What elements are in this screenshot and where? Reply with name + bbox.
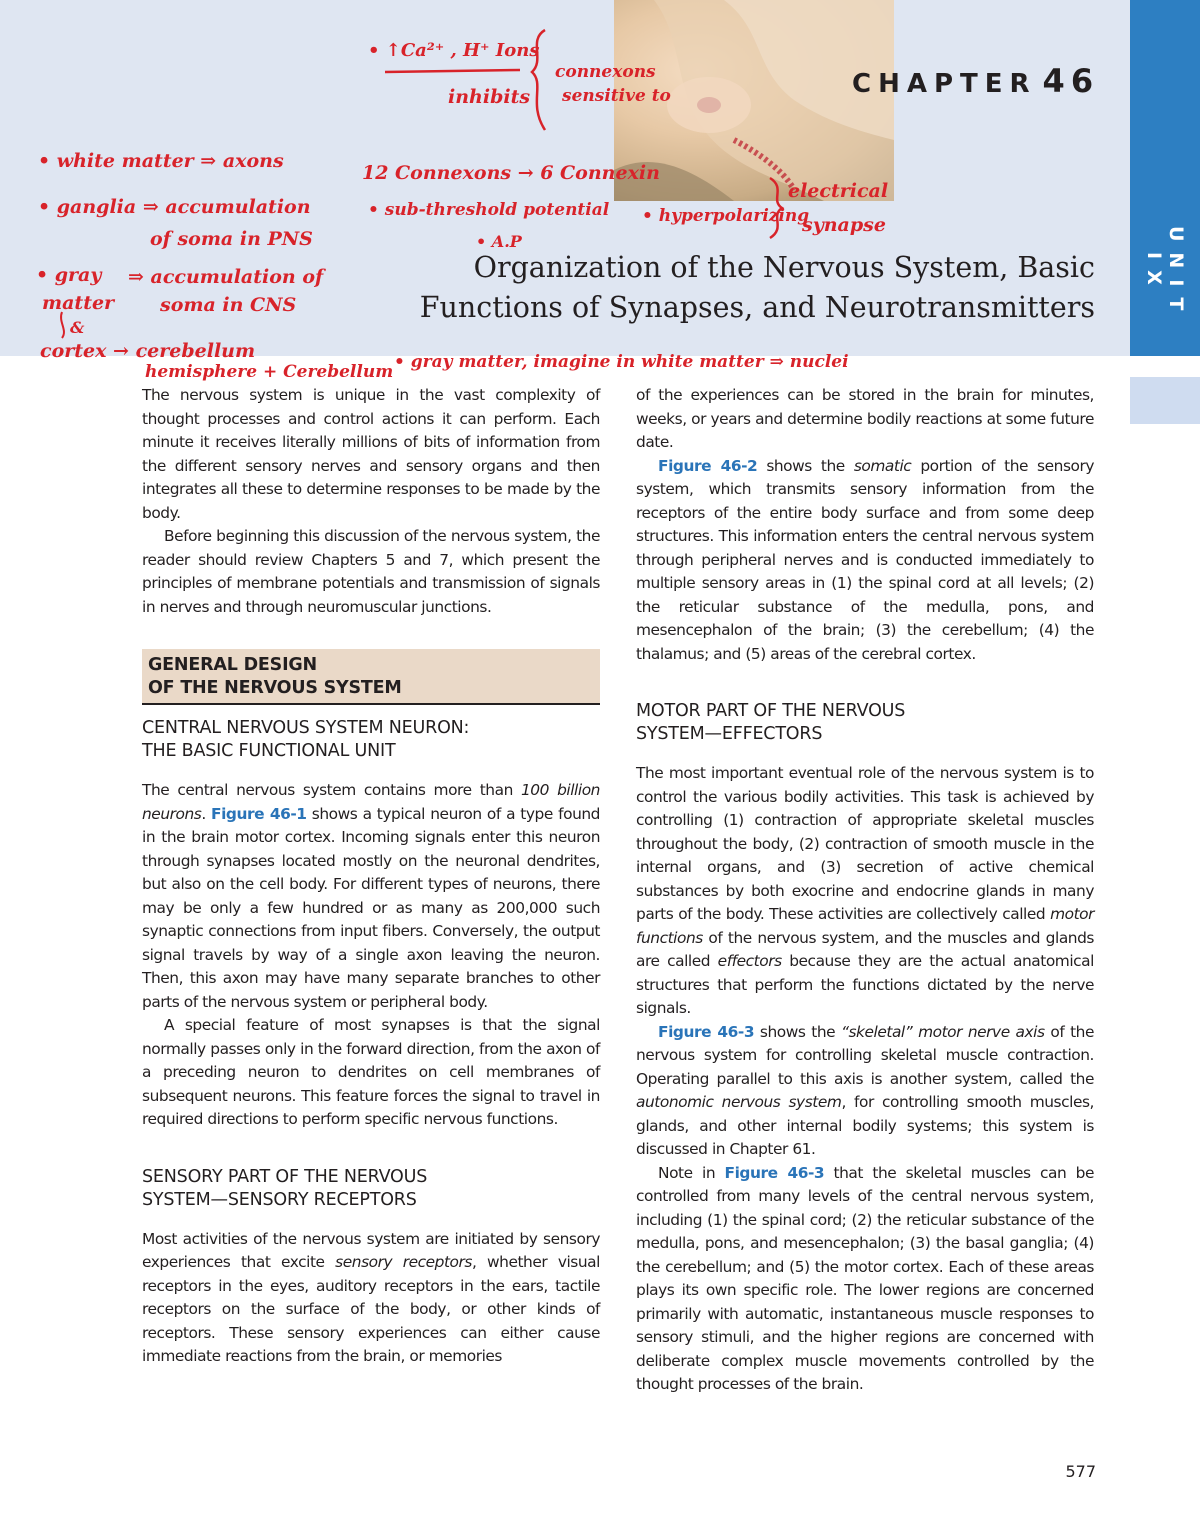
figure-46-3-link[interactable]: Figure 46-3 — [724, 1163, 825, 1182]
figure-46-3-link[interactable]: Figure 46-3 — [658, 1022, 755, 1041]
note-gray-accumulation-2: soma in CNS — [160, 294, 297, 316]
section-heading-line-1: GENERAL DESIGN — [148, 655, 317, 675]
subheading-line-2: SYSTEM—EFFECTORS — [636, 724, 823, 744]
motor-paragraph-3 — [636, 1162, 1094, 1397]
note-sensitive-to: sensitive to — [562, 86, 671, 106]
note-ganglia-line-1: • ganglia ⇒ accumulation — [38, 196, 311, 218]
text-run: portion of the sensory system, which transmits sensory information from the receptors of the entire body surface and from some deep structures. This information enters the central nervous system through peripheral nerves and is conducted immediately to multiple sensory areas in (1) the spinal cord at all levels; (2) the reticular substance of the medulla, pons, and mesencephalon of the brain; (3) the cerebellum; (4) the thalamus; and (5) areas of the cerebral cortex. — [636, 456, 1095, 663]
note-connexons: connexons — [555, 62, 656, 82]
note-hemisphere: hemisphere + Cerebellum — [145, 362, 394, 382]
chapter-title-line-2: Functions of Synapses, and Neurotransmitters — [419, 291, 1095, 324]
chapter-title-line-1: Organization of the Nervous System, Basic — [473, 251, 1095, 284]
note-electrical: electrical — [788, 180, 889, 202]
subheading-line-2: THE BASIC FUNCTIONAL UNIT — [142, 741, 396, 761]
subheading-line-1: SENSORY PART OF THE NERVOUS — [142, 1166, 428, 1187]
text-run: because they are the actual anatomical structures that perform the functions dictated by the nerve signals. — [636, 952, 1094, 1017]
text-run: of the nervous system, and the muscles and glands are called — [636, 928, 1094, 970]
italic-text: sensory receptors — [335, 1253, 472, 1271]
section-heading-general-design — [142, 649, 600, 705]
continued-paragraph: of the experiences can be stored in the brain for minutes, weeks, or years and determine bodily reactions at some future date. — [636, 386, 1094, 451]
note-action-potential: • A.P — [476, 232, 522, 251]
note-gray-line-3: & — [70, 318, 85, 337]
text-run: shows the — [757, 456, 854, 475]
cns-paragraph-2: A special feature of most synapses is that the signal normally passes only in the forward direction, from the axon of a preceding neuron to dendrites on cell membranes of subsequent neurons. This feature forces the signal to travel in required directions to perform specific nervous functions. — [142, 1016, 600, 1128]
subheading-sensory-part — [142, 1166, 600, 1212]
note-ganglia-line-2: of soma in PNS — [150, 228, 313, 250]
motor-paragraph-1 — [636, 762, 1094, 1021]
left-text-column — [142, 384, 600, 1369]
note-synapse: synapse — [802, 214, 886, 236]
text-run: . — [201, 804, 212, 823]
section-heading-line-2: OF THE NERVOUS SYSTEM — [148, 678, 402, 698]
subheading-line-2: SYSTEM—SENSORY RECEPTORS — [142, 1189, 417, 1210]
italic-text: 100 billion neurons — [142, 781, 600, 823]
intro-paragraph-2: Before beginning this discussion of the nervous system, the reader should review Chapters 5 and 7, which present the principles of membrane potentials and transmission of signals in nerves and through neuromuscular junctions. — [142, 527, 600, 616]
note-twelve-connexons: 12 Connexons → 6 Connexin — [362, 162, 660, 184]
text-run: of the nervous system for controlling skeletal muscle contraction. Operating parallel to this axis is another system, called the — [636, 1022, 1094, 1088]
note-gray-accumulation-1: ⇒ accumulation of — [128, 266, 324, 288]
note-gray-line-2: matter — [42, 292, 115, 314]
text-run: that the skeletal muscles can be controlled from many levels of the central nervous system, including (1) the spinal cord; (2) the reticular substance of the medulla, pons, and mesencephalon; (3) the basal ganglia; (4) the cerebellum; and (5) the motor cortex. Each of these areas plays its own specific role. The lower regions are concerned primarily with automatic, instantaneous muscle responses to sensory stimuli, and the higher regions are concerned with deliberate complex muscle movements controlled by the thought processes of the brain. — [636, 1163, 1094, 1393]
figure-46-2-paragraph — [636, 455, 1094, 667]
text-run: Most activities of the nervous system are initiated by sensory experiences that excite — [142, 1229, 600, 1271]
subheading-line-1: MOTOR PART OF THE NERVOUS — [636, 701, 906, 721]
chapter-word: CHAPTER — [852, 69, 1037, 99]
note-subthreshold: • sub-threshold potential — [368, 200, 610, 220]
text-run: Note in — [658, 1163, 725, 1182]
text-run: shows the — [754, 1022, 841, 1041]
note-white-matter: • white matter ⇒ axons — [38, 150, 284, 172]
note-hyperpolarizing: • hyperpolarizing — [642, 206, 810, 226]
subheading-line-1: CENTRAL NERVOUS SYSTEM NEURON: — [142, 718, 470, 738]
text-run: shows a typical neuron of a type found in the brain motor cortex. Incoming signals enter this neuron through synapses located mostly on the neuronal dendrites, but also on the cell body. For different types of neurons, there may be only a few hundred or as many as 200,000 such synaptic connections from input fibers. Conversely, the output signal travels by way of a single axon leaving the neuron. Then, this axon may have many separate branches to other parts of the nervous system or peripheral body. — [142, 804, 600, 1011]
text-run: The central nervous system contains more than — [142, 781, 521, 799]
note-ion-line: • ↑Ca²⁺ , H⁺ Ions — [368, 40, 540, 61]
sensory-paragraph-1 — [142, 1228, 600, 1369]
intro-paragraph-1: The nervous system is unique in the vast complexity of thought processes and control actions it can perform. Each minute it receives literally millions of bits of information from the different sensory nerves and sensory organs and then integrates all these to determine responses to be made by the body. — [142, 386, 600, 522]
note-inhibits: inhibits — [448, 86, 531, 108]
italic-text: motor functions — [636, 905, 1094, 947]
right-text-column — [636, 384, 1094, 1397]
motor-paragraph-2 — [636, 1021, 1094, 1162]
cns-paragraph-1 — [142, 779, 600, 1014]
figure-46-2-link[interactable]: Figure 46-2 — [658, 456, 758, 475]
italic-text: effectors — [717, 952, 782, 970]
italic-text: autonomic nervous system — [636, 1093, 842, 1111]
chapter-number: 46 — [1042, 62, 1100, 100]
note-gray-matter-nuclei: • gray matter, imagine in white matter ⇒ nuclei — [394, 352, 849, 372]
unit-label: UNIT IX — [1143, 226, 1187, 322]
italic-text: “skeletal” motor nerve axis — [840, 1022, 1045, 1041]
text-run: , whether visual receptors in the eyes, auditory receptors in the ears, tactile receptors on the surface of the body, or other kinds of receptors. These sensory experiences can either cause immediate reactions from the brain, or memories — [142, 1253, 600, 1365]
note-gray-line-4: cortex → cerebellum — [40, 340, 256, 362]
page-number: 577 — [1065, 1462, 1096, 1481]
text-run: The most important eventual role of the nervous system is to control the various bodily activities. This task is achieved by controlling (1) contraction of appropriate skeletal muscles throughout the body, (2) contraction of smooth muscle in the internal organs, and (3) secretion of active chemical substances by both exocrine and endocrine glands in many parts of the body. These activities are collectively called — [636, 764, 1094, 923]
note-gray-line-1: • gray — [36, 264, 102, 286]
italic-text: somatic — [853, 456, 912, 475]
text-run: , for controlling smooth muscles, glands, and other internal bodily systems; this system is discussed in Chapter 61. — [636, 1093, 1094, 1158]
subheading-cns-neuron — [142, 717, 600, 763]
subheading-motor-part — [636, 700, 1094, 746]
figure-46-1-link[interactable]: Figure 46-1 — [211, 804, 307, 823]
